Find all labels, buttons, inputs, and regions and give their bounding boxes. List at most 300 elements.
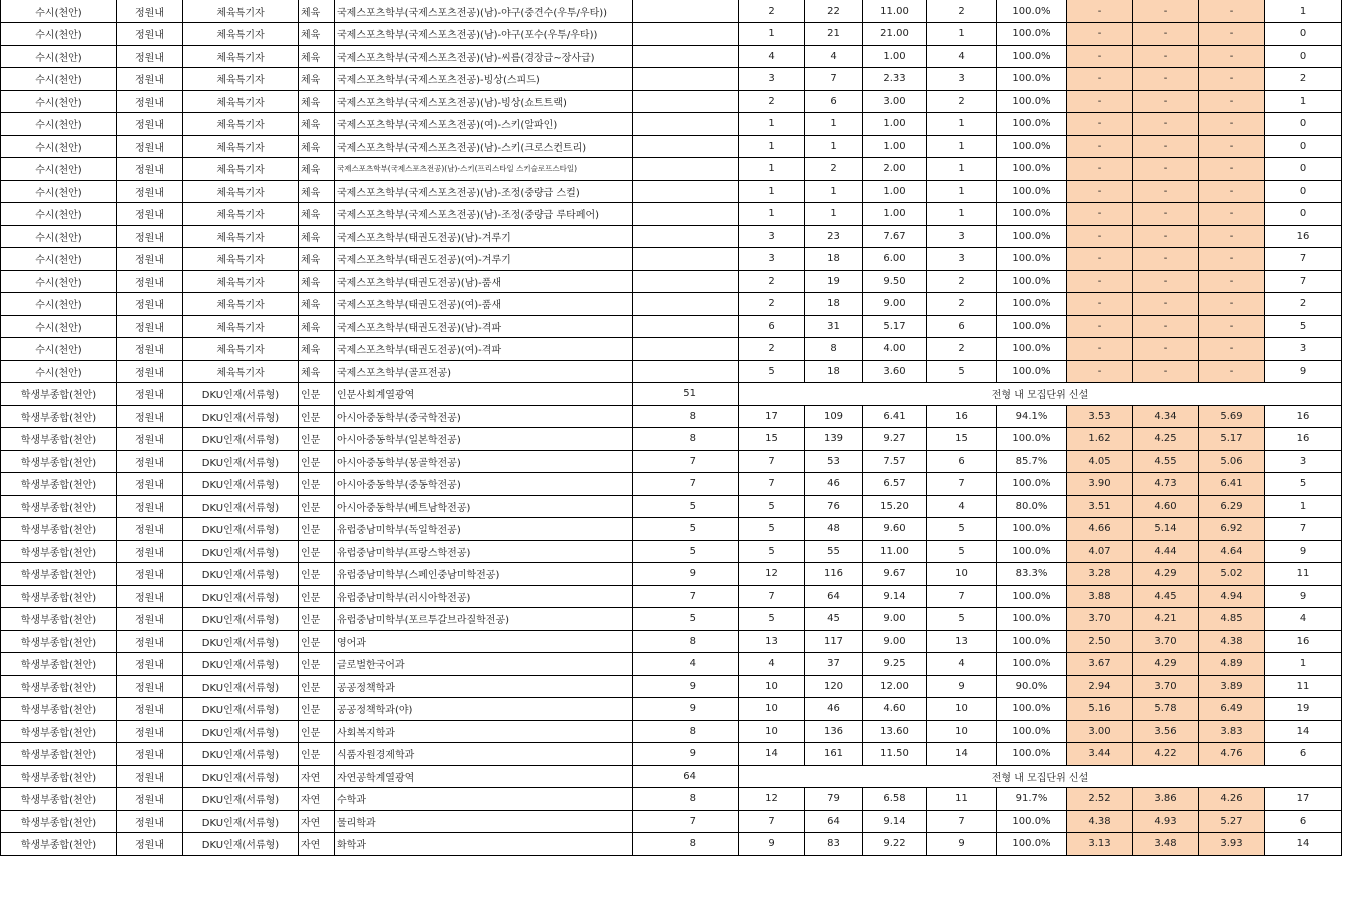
- cell-waitlist: 6: [1265, 810, 1342, 833]
- cell-grade-bottom: 5.69: [1199, 405, 1265, 428]
- cell-enrolled: 5: [927, 608, 997, 631]
- cell-quota: 정원내: [117, 450, 183, 473]
- cell-quota: 정원내: [117, 765, 183, 788]
- cell-prev-quota: [633, 45, 739, 68]
- cell-grade-top: 5.16: [1067, 698, 1133, 721]
- cell-quota: 정원내: [117, 743, 183, 766]
- cell-admission-track: DKU인재(서류형): [183, 450, 299, 473]
- cell-grade-avg: -: [1133, 23, 1199, 46]
- cell-admission-track: DKU인재(서류형): [183, 518, 299, 541]
- cell-prev-quota: 9: [633, 563, 739, 586]
- cell-competition-rate: 21.00: [863, 23, 927, 46]
- cell-grade-bottom: 4.89: [1199, 653, 1265, 676]
- cell-waitlist: 14: [1265, 833, 1342, 856]
- cell-field: 인문: [299, 698, 335, 721]
- cell-admission-track: 체육특기자: [183, 0, 299, 23]
- cell-applicants: 1: [805, 135, 863, 158]
- cell-admission-track: DKU인재(서류형): [183, 675, 299, 698]
- cell-field: 체육: [299, 248, 335, 271]
- cell-grade-bottom: -: [1199, 270, 1265, 293]
- cell-prev-quota: 5: [633, 608, 739, 631]
- cell-applicants: 22: [805, 0, 863, 23]
- cell-quota-count: 7: [739, 473, 805, 496]
- cell-grade-top: 2.94: [1067, 675, 1133, 698]
- cell-grade-avg: -: [1133, 180, 1199, 203]
- cell-quota-count: 1: [739, 23, 805, 46]
- cell-admission-track: DKU인재(서류형): [183, 810, 299, 833]
- cell-department: 화학과: [335, 833, 633, 856]
- cell-grade-avg: -: [1133, 158, 1199, 181]
- cell-competition-rate: 5.17: [863, 315, 927, 338]
- cell-admission-track: DKU인재(서류형): [183, 630, 299, 653]
- cell-prev-quota: 8: [633, 833, 739, 856]
- cell-enroll-rate: 100.0%: [997, 360, 1067, 383]
- table-row: [1, 68, 1342, 91]
- cell-admission-type: 학생부종합(천안): [1, 720, 117, 743]
- cell-admission-type: 학생부종합(천안): [1, 450, 117, 473]
- cell-quota-count: 3: [739, 225, 805, 248]
- cell-applicants: 18: [805, 360, 863, 383]
- table-row: [1, 293, 1342, 316]
- cell-admission-track: 체육특기자: [183, 360, 299, 383]
- cell-field: 체육: [299, 293, 335, 316]
- cell-competition-rate: 9.00: [863, 630, 927, 653]
- cell-quota-count: 1: [739, 158, 805, 181]
- cell-applicants: 48: [805, 518, 863, 541]
- cell-grade-avg: 3.70: [1133, 675, 1199, 698]
- cell-grade-avg: 4.55: [1133, 450, 1199, 473]
- cell-admission-type: 수시(천안): [1, 68, 117, 91]
- cell-enroll-rate: 100.0%: [997, 45, 1067, 68]
- cell-quota: 정원내: [117, 698, 183, 721]
- cell-applicants: 64: [805, 585, 863, 608]
- cell-field: 인문: [299, 585, 335, 608]
- cell-department: 유럽중남미학부(스페인중남미학전공): [335, 563, 633, 586]
- cell-waitlist: 0: [1265, 135, 1342, 158]
- cell-grade-top: -: [1067, 248, 1133, 271]
- table-row: [1, 810, 1342, 833]
- cell-prev-quota: 9: [633, 698, 739, 721]
- cell-prev-quota: 4: [633, 653, 739, 676]
- cell-enroll-rate: 100.0%: [997, 158, 1067, 181]
- cell-department: 국제스포츠학부(태권도전공)(여)-품새: [335, 293, 633, 316]
- cell-admission-type: 학생부종합(천안): [1, 608, 117, 631]
- cell-admission-track: DKU인재(서류형): [183, 473, 299, 496]
- cell-admission-track: 체육특기자: [183, 338, 299, 361]
- cell-quota-count: 7: [739, 810, 805, 833]
- cell-enroll-rate: 100.0%: [997, 608, 1067, 631]
- cell-prev-quota: 7: [633, 450, 739, 473]
- cell-quota-count: 2: [739, 270, 805, 293]
- cell-competition-rate: 1.00: [863, 135, 927, 158]
- cell-field: 체육: [299, 270, 335, 293]
- cell-admission-type: 수시(천안): [1, 0, 117, 23]
- cell-grade-bottom: -: [1199, 113, 1265, 136]
- cell-quota-count: 12: [739, 563, 805, 586]
- cell-applicants: 8: [805, 338, 863, 361]
- cell-admission-type: 수시(천안): [1, 315, 117, 338]
- cell-admission-type: 학생부종합(천안): [1, 585, 117, 608]
- cell-applicants: 18: [805, 293, 863, 316]
- cell-enrolled: 2: [927, 293, 997, 316]
- cell-enroll-rate: 91.7%: [997, 788, 1067, 811]
- cell-quota: 정원내: [117, 608, 183, 631]
- cell-field: 인문: [299, 405, 335, 428]
- cell-quota-count: 7: [739, 585, 805, 608]
- cell-grade-avg: 4.21: [1133, 608, 1199, 631]
- cell-department: 인문사회계열광역: [335, 383, 633, 406]
- cell-quota: 정원내: [117, 135, 183, 158]
- cell-prev-quota: 7: [633, 810, 739, 833]
- cell-waitlist: 5: [1265, 315, 1342, 338]
- table-row: [1, 495, 1342, 518]
- cell-grade-top: -: [1067, 338, 1133, 361]
- cell-waitlist: 0: [1265, 180, 1342, 203]
- cell-quota: 정원내: [117, 495, 183, 518]
- table-row: [1, 473, 1342, 496]
- cell-enrolled: 5: [927, 518, 997, 541]
- cell-competition-rate: 1.00: [863, 203, 927, 226]
- cell-grade-bottom: -: [1199, 315, 1265, 338]
- cell-competition-rate: 9.14: [863, 585, 927, 608]
- cell-grade-top: -: [1067, 203, 1133, 226]
- cell-field: 인문: [299, 540, 335, 563]
- cell-admission-track: DKU인재(서류형): [183, 833, 299, 856]
- cell-grade-bottom: -: [1199, 23, 1265, 46]
- cell-competition-rate: 9.25: [863, 653, 927, 676]
- cell-grade-top: 4.38: [1067, 810, 1133, 833]
- cell-department: 사회복지학과: [335, 720, 633, 743]
- cell-prev-quota: 8: [633, 630, 739, 653]
- cell-field: 체육: [299, 315, 335, 338]
- cell-enroll-rate: 100.0%: [997, 113, 1067, 136]
- cell-enrolled: 1: [927, 203, 997, 226]
- cell-competition-rate: 13.60: [863, 720, 927, 743]
- cell-admission-track: 체육특기자: [183, 23, 299, 46]
- cell-department: 아시아중동학부(중국학전공): [335, 405, 633, 428]
- cell-quota: 정원내: [117, 360, 183, 383]
- cell-admission-type: 수시(천안): [1, 113, 117, 136]
- cell-admission-type: 학생부종합(천안): [1, 563, 117, 586]
- cell-quota-count: 1: [739, 113, 805, 136]
- cell-admission-type: 학생부종합(천안): [1, 383, 117, 406]
- cell-field: 체육: [299, 113, 335, 136]
- cell-applicants: 64: [805, 810, 863, 833]
- cell-quota-count: 4: [739, 653, 805, 676]
- cell-grade-bottom: -: [1199, 203, 1265, 226]
- cell-grade-bottom: 6.29: [1199, 495, 1265, 518]
- cell-prev-quota: 5: [633, 518, 739, 541]
- cell-prev-quota: 51: [633, 383, 739, 406]
- cell-admission-track: 체육특기자: [183, 135, 299, 158]
- cell-prev-quota: [633, 23, 739, 46]
- cell-quota: 정원내: [117, 315, 183, 338]
- cell-enroll-rate: 100.0%: [997, 743, 1067, 766]
- cell-competition-rate: 11.50: [863, 743, 927, 766]
- cell-quota: 정원내: [117, 23, 183, 46]
- cell-field: 자연: [299, 810, 335, 833]
- cell-waitlist: 7: [1265, 270, 1342, 293]
- cell-department: 아시아중동학부(몽골학전공): [335, 450, 633, 473]
- table-row: [1, 23, 1342, 46]
- cell-grade-top: -: [1067, 225, 1133, 248]
- cell-admission-type: 수시(천안): [1, 135, 117, 158]
- cell-quota: 정원내: [117, 45, 183, 68]
- cell-quota-count: 9: [739, 833, 805, 856]
- cell-grade-avg: -: [1133, 270, 1199, 293]
- cell-admission-track: DKU인재(서류형): [183, 495, 299, 518]
- cell-grade-top: 4.07: [1067, 540, 1133, 563]
- cell-applicants: 31: [805, 315, 863, 338]
- cell-admission-track: 체육특기자: [183, 180, 299, 203]
- table-row: [1, 203, 1342, 226]
- cell-enrolled: 1: [927, 113, 997, 136]
- cell-waitlist: 9: [1265, 585, 1342, 608]
- cell-field: 인문: [299, 383, 335, 406]
- cell-prev-quota: [633, 68, 739, 91]
- cell-competition-rate: 2.33: [863, 68, 927, 91]
- cell-enroll-rate: 100.0%: [997, 315, 1067, 338]
- cell-grade-avg: 4.45: [1133, 585, 1199, 608]
- cell-department: 국제스포츠학부(국제스포츠전공)(남)-조정(중량급 루타페어): [335, 203, 633, 226]
- cell-grade-bottom: -: [1199, 180, 1265, 203]
- cell-admission-track: 체육특기자: [183, 315, 299, 338]
- cell-applicants: 46: [805, 473, 863, 496]
- cell-grade-avg: -: [1133, 45, 1199, 68]
- cell-applicants: 79: [805, 788, 863, 811]
- cell-prev-quota: 8: [633, 428, 739, 451]
- cell-applicants: 53: [805, 450, 863, 473]
- cell-quota: 정원내: [117, 428, 183, 451]
- cell-grade-avg: -: [1133, 68, 1199, 91]
- cell-grade-avg: 4.25: [1133, 428, 1199, 451]
- cell-admission-track: 체육특기자: [183, 203, 299, 226]
- cell-admission-type: 학생부종합(천안): [1, 653, 117, 676]
- cell-grade-top: -: [1067, 0, 1133, 23]
- cell-admission-type: 수시(천안): [1, 203, 117, 226]
- cell-new-unit-note: 전형 내 모집단위 신설: [739, 765, 1342, 788]
- cell-grade-top: 3.28: [1067, 563, 1133, 586]
- cell-waitlist: 16: [1265, 225, 1342, 248]
- cell-prev-quota: 64: [633, 765, 739, 788]
- cell-waitlist: 16: [1265, 428, 1342, 451]
- cell-applicants: 1: [805, 203, 863, 226]
- cell-enrolled: 3: [927, 68, 997, 91]
- table-row: [1, 338, 1342, 361]
- cell-waitlist: 1: [1265, 653, 1342, 676]
- cell-enrolled: 7: [927, 585, 997, 608]
- table-row: [1, 135, 1342, 158]
- cell-prev-quota: 5: [633, 540, 739, 563]
- cell-admission-track: DKU인재(서류형): [183, 720, 299, 743]
- cell-admission-type: 수시(천안): [1, 158, 117, 181]
- cell-competition-rate: 6.58: [863, 788, 927, 811]
- cell-quota: 정원내: [117, 338, 183, 361]
- cell-enroll-rate: 100.0%: [997, 720, 1067, 743]
- cell-enroll-rate: 100.0%: [997, 540, 1067, 563]
- cell-grade-avg: 4.93: [1133, 810, 1199, 833]
- cell-grade-top: -: [1067, 360, 1133, 383]
- cell-department: 국제스포츠학부(태권도전공)(남)-품새: [335, 270, 633, 293]
- table-row: [1, 0, 1342, 23]
- cell-enroll-rate: 80.0%: [997, 495, 1067, 518]
- cell-competition-rate: 9.27: [863, 428, 927, 451]
- cell-grade-bottom: -: [1199, 45, 1265, 68]
- cell-waitlist: 1: [1265, 90, 1342, 113]
- table-row: [1, 743, 1342, 766]
- cell-grade-top: 3.53: [1067, 405, 1133, 428]
- cell-enrolled: 11: [927, 788, 997, 811]
- cell-admission-type: 수시(천안): [1, 225, 117, 248]
- cell-quota: 정원내: [117, 248, 183, 271]
- table-row: [1, 450, 1342, 473]
- cell-department: 아시아중동학부(중동학전공): [335, 473, 633, 496]
- cell-applicants: 136: [805, 720, 863, 743]
- cell-enrolled: 9: [927, 833, 997, 856]
- cell-field: 인문: [299, 675, 335, 698]
- cell-grade-top: -: [1067, 293, 1133, 316]
- cell-enrolled: 6: [927, 315, 997, 338]
- cell-prev-quota: [633, 270, 739, 293]
- cell-field: 인문: [299, 743, 335, 766]
- cell-grade-avg: -: [1133, 203, 1199, 226]
- cell-enroll-rate: 100.0%: [997, 68, 1067, 91]
- cell-admission-track: DKU인재(서류형): [183, 540, 299, 563]
- cell-grade-avg: 4.60: [1133, 495, 1199, 518]
- cell-grade-bottom: -: [1199, 135, 1265, 158]
- cell-field: 인문: [299, 428, 335, 451]
- cell-prev-quota: [633, 180, 739, 203]
- cell-enroll-rate: 100.0%: [997, 698, 1067, 721]
- cell-quota: 정원내: [117, 113, 183, 136]
- cell-enroll-rate: 100.0%: [997, 428, 1067, 451]
- cell-admission-type: 수시(천안): [1, 23, 117, 46]
- cell-enrolled: 4: [927, 495, 997, 518]
- cell-enroll-rate: 100.0%: [997, 203, 1067, 226]
- cell-admission-type: 수시(천안): [1, 45, 117, 68]
- cell-grade-avg: -: [1133, 293, 1199, 316]
- cell-competition-rate: 2.00: [863, 158, 927, 181]
- cell-prev-quota: [633, 113, 739, 136]
- cell-enrolled: 1: [927, 180, 997, 203]
- cell-department: 식품자원경제학과: [335, 743, 633, 766]
- cell-admission-type: 학생부종합(천안): [1, 495, 117, 518]
- cell-field: 체육: [299, 90, 335, 113]
- cell-quota-count: 3: [739, 68, 805, 91]
- cell-waitlist: 17: [1265, 788, 1342, 811]
- cell-field: 체육: [299, 338, 335, 361]
- cell-quota-count: 10: [739, 720, 805, 743]
- cell-field: 인문: [299, 630, 335, 653]
- cell-grade-bottom: -: [1199, 360, 1265, 383]
- cell-grade-bottom: -: [1199, 338, 1265, 361]
- cell-waitlist: 2: [1265, 68, 1342, 91]
- cell-quota-count: 10: [739, 675, 805, 698]
- cell-prev-quota: 9: [633, 675, 739, 698]
- cell-grade-bottom: 6.92: [1199, 518, 1265, 541]
- cell-grade-bottom: 3.93: [1199, 833, 1265, 856]
- table-row: [1, 315, 1342, 338]
- cell-quota: 정원내: [117, 630, 183, 653]
- cell-enrolled: 3: [927, 248, 997, 271]
- cell-quota-count: 13: [739, 630, 805, 653]
- cell-admission-track: 체육특기자: [183, 113, 299, 136]
- cell-admission-track: DKU인재(서류형): [183, 765, 299, 788]
- cell-quota: 정원내: [117, 90, 183, 113]
- cell-competition-rate: 9.60: [863, 518, 927, 541]
- cell-quota: 정원내: [117, 585, 183, 608]
- cell-applicants: 109: [805, 405, 863, 428]
- cell-grade-bottom: 4.94: [1199, 585, 1265, 608]
- cell-waitlist: 9: [1265, 540, 1342, 563]
- cell-grade-avg: 4.73: [1133, 473, 1199, 496]
- cell-admission-track: DKU인재(서류형): [183, 698, 299, 721]
- cell-quota: 정원내: [117, 675, 183, 698]
- cell-grade-avg: -: [1133, 360, 1199, 383]
- cell-grade-top: 3.00: [1067, 720, 1133, 743]
- table-row: [1, 518, 1342, 541]
- cell-admission-track: DKU인재(서류형): [183, 428, 299, 451]
- cell-admission-track: DKU인재(서류형): [183, 563, 299, 586]
- cell-field: 인문: [299, 653, 335, 676]
- cell-grade-avg: -: [1133, 248, 1199, 271]
- cell-grade-top: 3.88: [1067, 585, 1133, 608]
- cell-grade-top: -: [1067, 90, 1133, 113]
- cell-quota-count: 7: [739, 450, 805, 473]
- cell-quota: 정원내: [117, 383, 183, 406]
- cell-department: 국제스포츠학부(국제스포츠전공)(여)-스키(알파인): [335, 113, 633, 136]
- cell-enroll-rate: 94.1%: [997, 405, 1067, 428]
- cell-field: 인문: [299, 608, 335, 631]
- cell-admission-track: DKU인재(서류형): [183, 405, 299, 428]
- cell-admission-track: 체육특기자: [183, 225, 299, 248]
- cell-grade-avg: 3.48: [1133, 833, 1199, 856]
- cell-new-unit-note: 전형 내 모집단위 신설: [739, 383, 1342, 406]
- cell-grade-avg: -: [1133, 225, 1199, 248]
- cell-grade-top: 3.70: [1067, 608, 1133, 631]
- cell-grade-avg: 4.34: [1133, 405, 1199, 428]
- cell-prev-quota: 8: [633, 788, 739, 811]
- table-row: [1, 113, 1342, 136]
- table-row: [1, 428, 1342, 451]
- cell-applicants: 120: [805, 675, 863, 698]
- cell-admission-type: 학생부종합(천안): [1, 630, 117, 653]
- cell-grade-avg: -: [1133, 135, 1199, 158]
- cell-quota-count: 5: [739, 495, 805, 518]
- cell-prev-quota: 5: [633, 495, 739, 518]
- cell-grade-bottom: 6.41: [1199, 473, 1265, 496]
- cell-grade-avg: 5.78: [1133, 698, 1199, 721]
- cell-waitlist: 0: [1265, 23, 1342, 46]
- cell-quota: 정원내: [117, 158, 183, 181]
- cell-department: 공공정책학과(야): [335, 698, 633, 721]
- cell-quota-count: 1: [739, 203, 805, 226]
- cell-enrolled: 1: [927, 135, 997, 158]
- cell-department: 물리학과: [335, 810, 633, 833]
- cell-prev-quota: [633, 158, 739, 181]
- cell-enroll-rate: 100.0%: [997, 653, 1067, 676]
- cell-grade-bottom: -: [1199, 158, 1265, 181]
- cell-waitlist: 0: [1265, 203, 1342, 226]
- cell-enroll-rate: 100.0%: [997, 90, 1067, 113]
- cell-waitlist: 7: [1265, 248, 1342, 271]
- cell-field: 체육: [299, 23, 335, 46]
- cell-enrolled: 10: [927, 698, 997, 721]
- cell-enroll-rate: 100.0%: [997, 630, 1067, 653]
- cell-grade-bottom: 3.83: [1199, 720, 1265, 743]
- cell-applicants: 76: [805, 495, 863, 518]
- cell-applicants: 116: [805, 563, 863, 586]
